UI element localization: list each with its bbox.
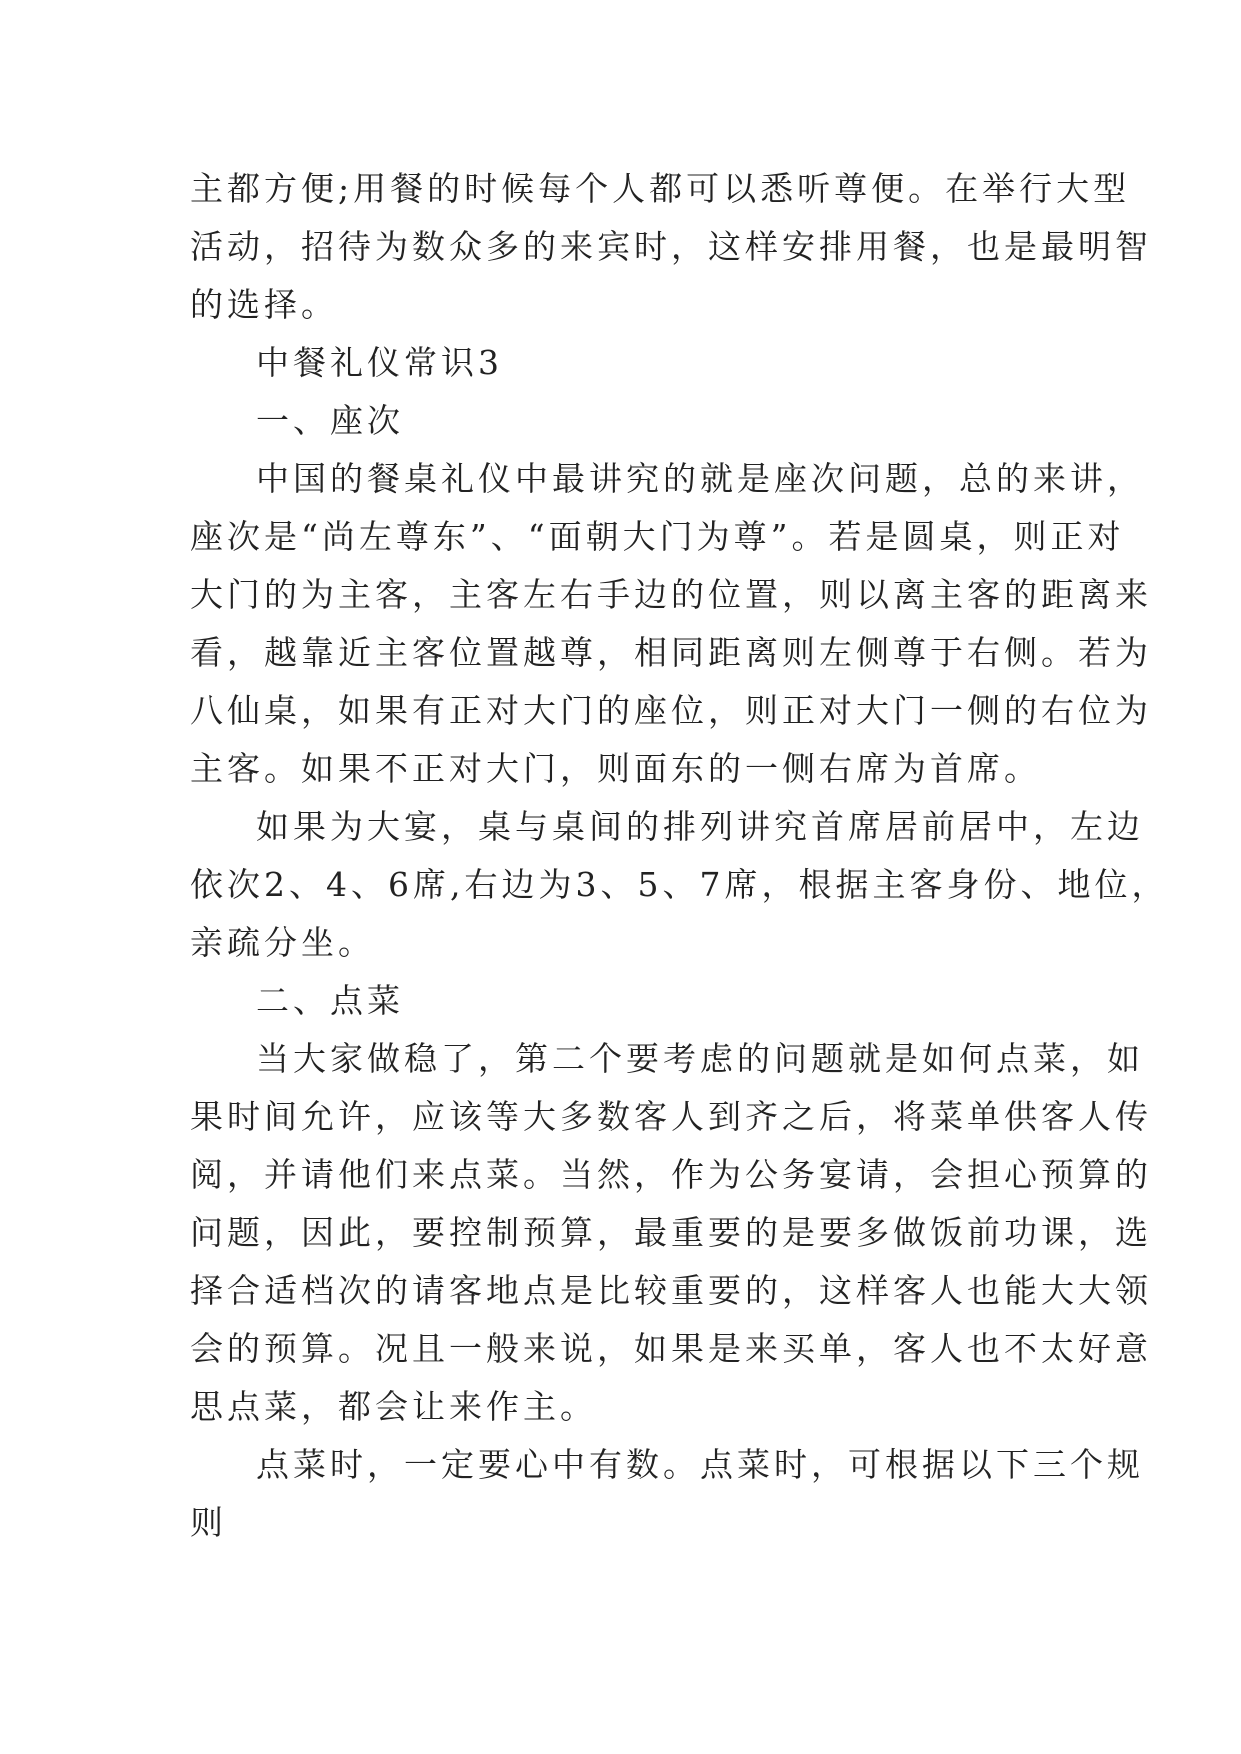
text-line: 活动，招待为数众多的来宾时，这样安排用餐，也是最明智 [190, 227, 1152, 266]
text-line: 问题，因此，要控制预算，最重要的是要多做饭前功课，选 [190, 1213, 1152, 1252]
text-line: 依次2、4、6席,右边为3、5、7席，根据主客身份、地位， [190, 865, 1169, 904]
section-title: 中餐礼仪常识3 [256, 343, 503, 382]
text-line: 座次是“尚左尊东”、“面朝大门为尊”。若是圆桌，则正对 [190, 517, 1125, 556]
text-line: 果时间允许，应该等大多数客人到齐之后，将菜单供客人传 [190, 1097, 1152, 1136]
text-line: 思点菜，都会让来作主。 [190, 1387, 597, 1426]
text-line: 八仙桌，如果有正对大门的座位，则正对大门一侧的右位为 [190, 691, 1152, 730]
text-line: 大门的为主客，主客左右手边的位置，则以离主客的距离来 [190, 575, 1152, 614]
text-line: 的选择。 [190, 285, 338, 324]
paragraph-first-line: 当大家做稳了，第二个要考虑的问题就是如何点菜，如 [256, 1039, 1144, 1078]
text-line: 亲疏分坐。 [190, 923, 375, 962]
text-line: 会的预算。况且一般来说，如果是来买单，客人也不太好意 [190, 1329, 1152, 1368]
text-line: 主客。如果不正对大门，则面东的一侧右席为首席。 [190, 749, 1041, 788]
text-line: 择合适档次的请客地点是比较重要的，这样客人也能大大领 [190, 1271, 1152, 1310]
document-body [190, 160, 1169, 1552]
subsection-heading: 二、点菜 [256, 981, 404, 1020]
text-line: 主都方便;用餐的时候每个人都可以悉听尊便。在举行大型 [190, 169, 1131, 208]
paragraph-first-line: 中国的餐桌礼仪中最讲究的就是座次问题，总的来讲， [256, 459, 1144, 498]
text-line: 看，越靠近主客位置越尊，相同距离则左侧尊于右侧。若为 [190, 633, 1152, 672]
subsection-heading: 一、座次 [256, 401, 404, 440]
paragraph-first-line: 点菜时，一定要心中有数。点菜时，可根据以下三个规 [256, 1445, 1144, 1484]
paragraph-first-line: 如果为大宴，桌与桌间的排列讲究首席居前居中，左边 [256, 807, 1144, 846]
text-line: 则 [190, 1503, 227, 1542]
text-line: 阅，并请他们来点菜。当然，作为公务宴请，会担心预算的 [190, 1155, 1152, 1194]
